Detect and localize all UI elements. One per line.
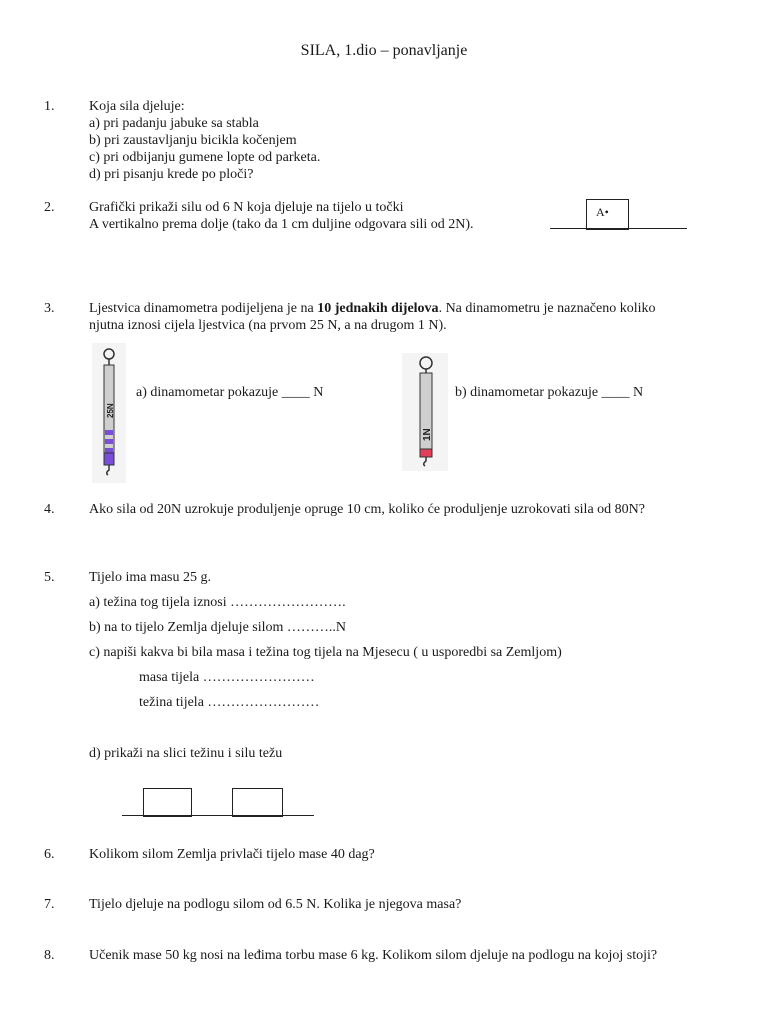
dynamometer-25n-image (92, 343, 126, 483)
q2-body-box (586, 199, 629, 230)
q5-masa-line: masa tijela …………………… (139, 670, 315, 685)
q1-option-d: d) pri pisanju krede po ploči? (89, 167, 254, 182)
q2-point-a-label: A• (596, 205, 609, 219)
q4-text: Ako sila od 20N uzrokuje produljenje opruge 10 cm, koliko će produljenje uzrokovati sila od 80N? (89, 502, 645, 517)
q5-option-a: a) težina tog tijela iznosi ……………………. (89, 595, 346, 610)
q5-body-box-2 (232, 788, 283, 817)
q3-line1 (89, 300, 656, 317)
q6-text: Kolikom silom Zemlja privlači tijelo mase 40 dag? (89, 847, 375, 862)
q5-text: Tijelo ima masu 25 g. (89, 570, 211, 585)
q3-number: 3. (44, 301, 55, 316)
q3-line1-post: . Na dinamometru je naznačeno koliko (438, 301, 656, 316)
q5-body-box-1 (143, 788, 192, 817)
q1-number: 1. (44, 99, 55, 114)
q8-text: Učenik mase 50 kg nosi na leđima torbu mase 6 kg. Kolikom silom djeluje na podlogu na kojoj stoji? (89, 948, 658, 963)
q5-ground-line (122, 815, 314, 816)
q3-line2: njutna iznosi cijela ljestvica (na prvom 25 N, a na drugom 1 N). (89, 318, 447, 333)
q5-option-c: c) napiši kakva bi bila masa i težina tog tijela na Mjesecu ( u usporedbi sa Zemljom) (89, 645, 562, 660)
q5-tezina-line: težina tijela …………………… (139, 695, 320, 710)
dynamometer-1n-image (402, 353, 448, 471)
q5-option-b: b) na to tijelo Zemlja djeluje silom ………..N (89, 620, 347, 635)
dynamometer-1n-label: 1N (422, 428, 433, 441)
q7-number: 7. (44, 897, 55, 912)
q1-option-c: c) pri odbijanju gumene lopte od parketa. (89, 150, 321, 165)
q1-option-b: b) pri zaustavljanju bicikla kočenjem (89, 133, 297, 148)
q4-number: 4. (44, 502, 55, 517)
q1-text: Koja sila djeluje: (89, 99, 185, 114)
q2-ground-line (550, 228, 687, 229)
q1-option-a: a) pri padanju jabuke sa stabla (89, 116, 259, 131)
q8-number: 8. (44, 948, 55, 963)
q6-number: 6. (44, 847, 55, 862)
q5-option-d: d) prikaži na slici težinu i silu težu (89, 746, 283, 761)
q3-line1-pre: Ljestvica dinamometra podijeljena je na (89, 301, 318, 316)
page-title: SILA, 1.dio – ponavljanje (300, 42, 468, 59)
q5-number: 5. (44, 570, 55, 585)
q2-line1: Grafički prikaži silu od 6 N koja djeluje na tijelo u točki (89, 200, 404, 215)
q2-line2: A vertikalno prema dolje (tako da 1 cm duljine odgovara sili od 2N). (89, 217, 474, 232)
q3-option-a: a) dinamometar pokazuje ____ N (136, 385, 324, 400)
dynamometer-25n-label: 25N (106, 403, 115, 418)
q3-line1-bold: 10 jednakih dijelova (317, 301, 439, 316)
q2-number: 2. (44, 200, 55, 215)
q3-option-b: b) dinamometar pokazuje ____ N (455, 385, 644, 400)
q7-text: Tijelo djeluje na podlogu silom od 6.5 N. Kolika je njegova masa? (89, 897, 462, 912)
